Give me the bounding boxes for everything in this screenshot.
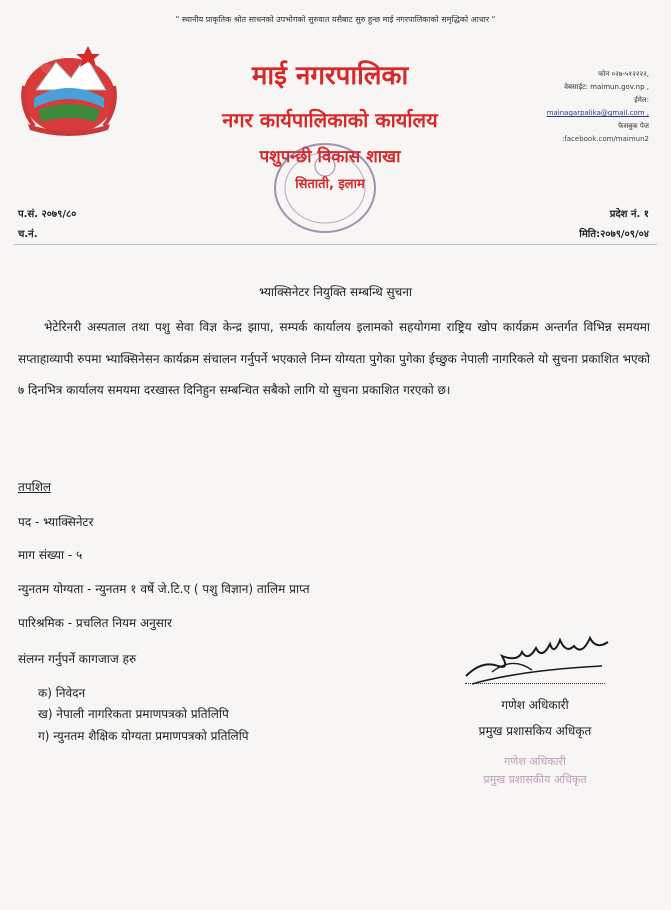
document-item: ग) न्युनतम शैक्षिक योग्यता प्रमाणपत्रको प्रतिलिपि <box>38 729 249 743</box>
qualification-line: न्युनतम योग्यता - न्युनतम १ वर्षे जे.टि.ए ( पशु विज्ञान) तालिम प्राप्त <box>18 582 310 596</box>
dispatch-number: च.नं. <box>18 229 38 240</box>
contact-facebook-label: फेसबुक पेज <box>618 122 649 130</box>
header-divider <box>14 244 657 245</box>
demand-line: माग संख्या - ५ <box>18 548 83 562</box>
nepal-emblem-icon <box>16 38 122 138</box>
location-name: सिताती, इलाम <box>295 177 365 192</box>
documents-heading: संलग्न गर्नुपर्ने कागजाज हरु <box>18 652 137 666</box>
signatory-name: गणेश अधिकारी <box>501 698 569 712</box>
details-heading: तपशिल <box>18 480 52 494</box>
signatory-stamp-title: प्रमुख प्रशासकीय अधिकृत <box>483 773 587 786</box>
letter-date: मिति:२०७९/०९/०४ <box>579 229 649 240</box>
province-number: प्रदेश नं. १ <box>609 209 649 220</box>
motto-text: " स्थानीय प्राकृतिक श्रोत साधनको उपभोगको सुरुवात यसैबाट सुरु हुन्छ माई नगरपालिकाको समृद्धिको आधार " <box>175 15 496 24</box>
notice-body: भेटेरिनरी अस्पताल तथा पशु सेवा विज्ञ केन्द्र झापा, सम्पर्क कार्यालय इलामको सहयोगमा राष्ट्रिय खोप कार्यक्रम अन्तर्गत विभिन्न समयमा सप्ताहाव्यापी रुपमा भ्याक्सिनेसन कार्यक्रम संचालन गर्नुपर्ने भएकाले निम्न योग्यता पुगेका पुगेका ईच्छुक नेपाली नागरिकले यो सुचना प्रकाशित भएको ७ दिनभित्र कार्यालय समयमा दरखास्त दिनिहुन सम्बन्धित सबैको लागि यो सुचना प्रकाशित गरएको छ। <box>18 320 650 397</box>
branch-name: पशुपन्छी विकास शाखा <box>259 147 401 167</box>
org-name: माई नगरपालिका <box>251 61 409 91</box>
office-name: नगर कार्यपालिकाको कार्यालय <box>222 108 438 132</box>
signatory-title: प्रमुख प्रशासकिय अधिकृत <box>478 724 592 738</box>
reference-number: प.सं. २०७९/८० <box>18 209 77 220</box>
signatory-stamp-name: गणेश अधिकारी <box>504 755 566 768</box>
contact-email[interactable]: mainagarpalika@gmail.com , <box>546 109 649 117</box>
remuneration-line: पारिश्रमिक - प्रचलित नियम अनुसार <box>18 616 172 630</box>
contact-facebook[interactable]: :facebook.com/maimun2 <box>561 135 649 143</box>
office-stamp-icon <box>270 140 380 236</box>
contact-block <box>499 68 649 146</box>
contact-website[interactable]: वेबसाईट: maimun.gov.np , <box>564 83 649 91</box>
contact-phone: फोन ०२७-५१२२२२, <box>598 70 649 78</box>
document-item: ख) नेपाली नागरिकता प्रमाणपत्रको प्रतिलिपि <box>38 707 229 721</box>
signature-icon <box>462 626 612 688</box>
post-line: पद - भ्याक्सिनेटर <box>18 515 94 529</box>
contact-email-label: ईमेल: <box>634 96 649 104</box>
signature-line <box>465 683 605 684</box>
notice-subject: भ्याक्सिनेटर नियुक्ति सम्बन्धि सुचना <box>258 285 413 299</box>
document-item: क) निवेदन <box>38 686 86 700</box>
